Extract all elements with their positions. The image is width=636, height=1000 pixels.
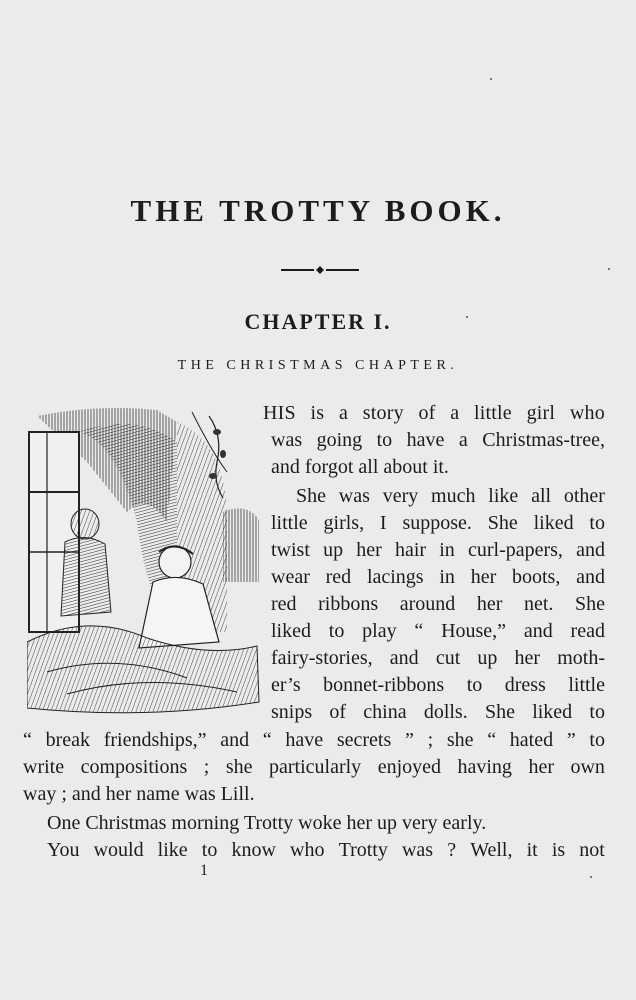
text-line: twist up her hair in curl-papers, and <box>271 539 605 561</box>
text-line: snips of china dolls. She liked to <box>271 701 605 723</box>
text-line: “ break friendships,” and “ have secrets ” ; she “ hated ” to <box>23 729 605 751</box>
text-line: red ribbons around her net. She <box>271 593 605 615</box>
text-line: wear red lacings in her boots, and <box>271 566 605 588</box>
text-line: was going to have a Christmas-tree, <box>271 429 605 451</box>
text-line: She was very much like all other <box>296 485 605 507</box>
text-line: write compositions ; she particularly enjoyed having her own <box>23 756 605 778</box>
text-line: er’s bonnet-ribbons to dress little <box>271 674 605 696</box>
engraving-children-at-window-icon <box>27 402 263 716</box>
book-title: THE TROTTY BOOK. <box>130 193 506 228</box>
paper-speck <box>608 268 610 270</box>
text-line: little girls, I suppose. She liked to <box>271 512 605 534</box>
text-line: HIS is a story of a little girl who <box>263 402 605 424</box>
text-line: fairy-stories, and cut up her moth- <box>271 647 605 669</box>
paper-speck <box>490 78 492 80</box>
text-line: One Christmas morning Trotty woke her up very early. <box>47 812 487 834</box>
text-line: way ; and her name was Lill. <box>23 783 255 805</box>
chapter-subtitle: THE CHRISTMAS CHAPTER. <box>177 358 459 373</box>
paper-speck <box>590 876 592 878</box>
ornament-divider <box>281 264 359 276</box>
paper-speck <box>466 316 468 318</box>
text-line: and forgot all about it. <box>271 456 449 478</box>
text-line: You would like to know who Trotty was ? Well, it is not <box>47 839 605 861</box>
page-number: 1 <box>200 862 208 879</box>
text-line: liked to play “ House,” and read <box>271 620 605 642</box>
chapter-heading: CHAPTER I. <box>244 309 392 334</box>
